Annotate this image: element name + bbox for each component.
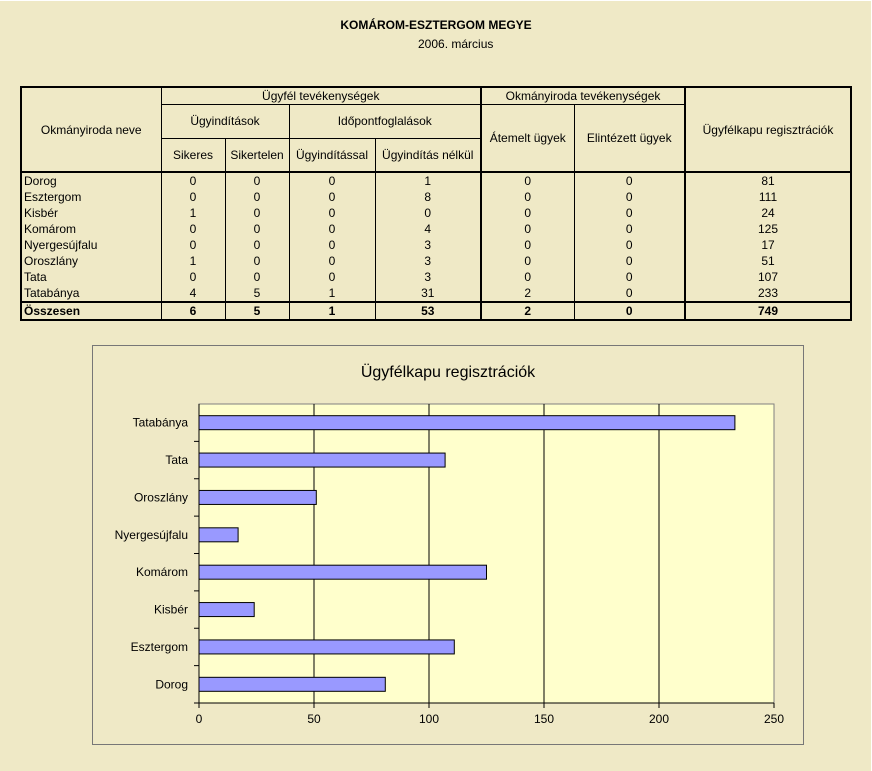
header-with-case: Ügyindítással — [289, 138, 375, 172]
cell-transferred: 0 — [481, 269, 574, 285]
total-row — [21, 302, 851, 320]
cell-with-case: 0 — [289, 269, 375, 285]
frame-top-edge — [0, 0, 872, 1]
x-tick-label: 50 — [307, 712, 321, 726]
cell-transferred: 0 — [481, 189, 574, 205]
cell-office-name: Tata — [24, 270, 47, 284]
cell-transferred: 0 — [481, 253, 574, 269]
bar-kisbér — [199, 603, 254, 617]
cell-successful: 0 — [161, 189, 225, 205]
cell-completed: 0 — [574, 302, 685, 320]
bar-dorog — [199, 677, 385, 691]
cell-without-case: 4 — [375, 221, 481, 237]
statistics-table — [20, 86, 852, 321]
header-successful: Sikeres — [161, 138, 225, 172]
header-client-activities: Ügyfél tevékenységek — [161, 87, 481, 104]
bar-nyergesújfalu — [199, 528, 238, 542]
cell-without-case: 1 — [375, 172, 481, 189]
cell-without-case: 53 — [375, 302, 481, 320]
y-category-label: Esztergom — [130, 639, 188, 654]
cell-completed: 0 — [574, 253, 685, 269]
cell-client-gate: 17 — [685, 237, 851, 253]
cell-successful: 0 — [161, 221, 225, 237]
cell-unsuccessful: 0 — [225, 205, 289, 221]
cell-office-name: Esztergom — [24, 190, 82, 204]
header-without-case: Ügyindítás nélkül — [375, 138, 481, 172]
cell-client-gate: 51 — [685, 253, 851, 269]
x-tick-label: 200 — [648, 712, 670, 726]
cell-completed: 0 — [574, 172, 685, 189]
cell-completed: 0 — [574, 269, 685, 285]
y-category-label: Kisbér — [153, 602, 188, 617]
cell-office-name: Tatabánya — [24, 286, 80, 300]
cell-client-gate: 749 — [685, 302, 851, 320]
cell-with-case: 0 — [289, 189, 375, 205]
cell-completed: 0 — [574, 205, 685, 221]
bar-tatabánya — [199, 416, 735, 430]
cell-office-name: Kisbér — [24, 206, 59, 220]
cell-completed: 0 — [574, 189, 685, 205]
cell-successful: 1 — [161, 205, 225, 221]
chart-title: Ügyfélkapu regisztrációk — [360, 364, 536, 381]
y-category-label: Komárom — [135, 565, 188, 580]
header-client-gate: Ügyfélkapu regisztrációk — [685, 87, 851, 172]
table-row — [21, 253, 851, 269]
cell-office-name: Dorog — [21, 172, 161, 189]
x-tick-label: 100 — [418, 712, 440, 726]
cell-successful: 0 — [161, 237, 225, 253]
cell-without-case: 0 — [375, 205, 481, 221]
page-subtitle: 2006. március — [418, 37, 494, 51]
cell-with-case: 0 — [289, 172, 375, 189]
cell-with-case: 1 — [289, 302, 375, 320]
header-case-starts: Ügyindítások — [161, 104, 289, 138]
cell-without-case: 3 — [375, 253, 481, 269]
table-row — [21, 285, 851, 302]
cell-unsuccessful: 0 — [225, 253, 289, 269]
cell-unsuccessful: 0 — [225, 221, 289, 237]
header-completed: Elintézett ügyek — [574, 104, 685, 172]
cell-transferred: 0 — [481, 172, 574, 189]
cell-with-case: 0 — [289, 237, 375, 253]
cell-with-case: 0 — [289, 205, 375, 221]
header-transferred: Átemelt ügyek — [481, 104, 574, 172]
cell-with-case: 0 — [289, 253, 375, 269]
bar-oroszlány — [199, 490, 316, 504]
cell-without-case: 8 — [375, 189, 481, 205]
header-office-name: Okmányiroda neve — [40, 122, 142, 137]
y-category-label: Dorog — [155, 677, 188, 692]
cell-successful: 6 — [161, 302, 225, 320]
cell-with-case: 0 — [289, 221, 375, 237]
cell-unsuccessful: 0 — [225, 269, 289, 285]
y-category-label: Tatabánya — [132, 415, 188, 430]
y-category-label: Nyergesújfalu — [114, 527, 188, 542]
cell-unsuccessful: 0 — [225, 237, 289, 253]
cell-office-name: Oroszlány — [24, 254, 79, 268]
cell-client-gate: 81 — [685, 172, 851, 189]
header-office-activities: Okmányiroda tevékenységek — [481, 87, 685, 104]
cell-without-case: 3 — [375, 237, 481, 253]
y-category-label: Oroszlány — [133, 490, 188, 505]
cell-transferred: 2 — [481, 285, 574, 302]
cell-client-gate: 24 — [685, 205, 851, 221]
cell-client-gate: 233 — [685, 285, 851, 302]
cell-unsuccessful: 5 — [225, 285, 289, 302]
plot-area — [199, 404, 774, 703]
table-row — [21, 189, 851, 205]
bar-chart — [93, 346, 803, 744]
cell-successful: 0 — [161, 172, 225, 189]
header-appointments: Időpontfoglalások — [289, 104, 481, 138]
cell-office-name: Összesen — [21, 302, 161, 320]
table-row — [21, 237, 851, 253]
cell-completed: 0 — [574, 285, 685, 302]
cell-completed: 0 — [574, 237, 685, 253]
x-tick-label: 0 — [195, 712, 203, 726]
cell-unsuccessful: 0 — [225, 189, 289, 205]
bar-esztergom — [199, 640, 454, 654]
table-row — [21, 269, 851, 285]
bar-tata — [199, 453, 445, 467]
cell-without-case: 31 — [375, 285, 481, 302]
page-title: KOMÁROM-ESZTERGOM MEGYE — [340, 18, 532, 32]
y-category-label: Tata — [165, 453, 188, 468]
header-unsuccessful: Sikertelen — [225, 138, 289, 172]
x-tick-label: 250 — [763, 712, 785, 726]
cell-unsuccessful: 0 — [225, 172, 289, 189]
chart-panel — [92, 345, 804, 745]
cell-successful: 0 — [161, 269, 225, 285]
cell-client-gate: 107 — [685, 269, 851, 285]
cell-with-case: 1 — [289, 285, 375, 302]
cell-completed: 0 — [574, 221, 685, 237]
cell-without-case: 3 — [375, 269, 481, 285]
table-row — [21, 172, 851, 189]
cell-office-name: Komárom — [24, 222, 77, 236]
cell-transferred: 2 — [481, 302, 574, 320]
cell-office-name: Nyergesújfalu — [24, 238, 98, 252]
table-row — [21, 205, 851, 221]
cell-transferred: 0 — [481, 221, 574, 237]
cell-client-gate: 125 — [685, 221, 851, 237]
x-tick-label: 150 — [533, 712, 555, 726]
cell-transferred: 0 — [481, 205, 574, 221]
bar-komárom — [199, 565, 487, 579]
table-row — [21, 221, 851, 237]
cell-successful: 1 — [161, 253, 225, 269]
cell-unsuccessful: 5 — [225, 302, 289, 320]
cell-client-gate: 111 — [685, 189, 851, 205]
cell-successful: 4 — [161, 285, 225, 302]
table-body — [21, 172, 851, 320]
cell-transferred: 0 — [481, 237, 574, 253]
